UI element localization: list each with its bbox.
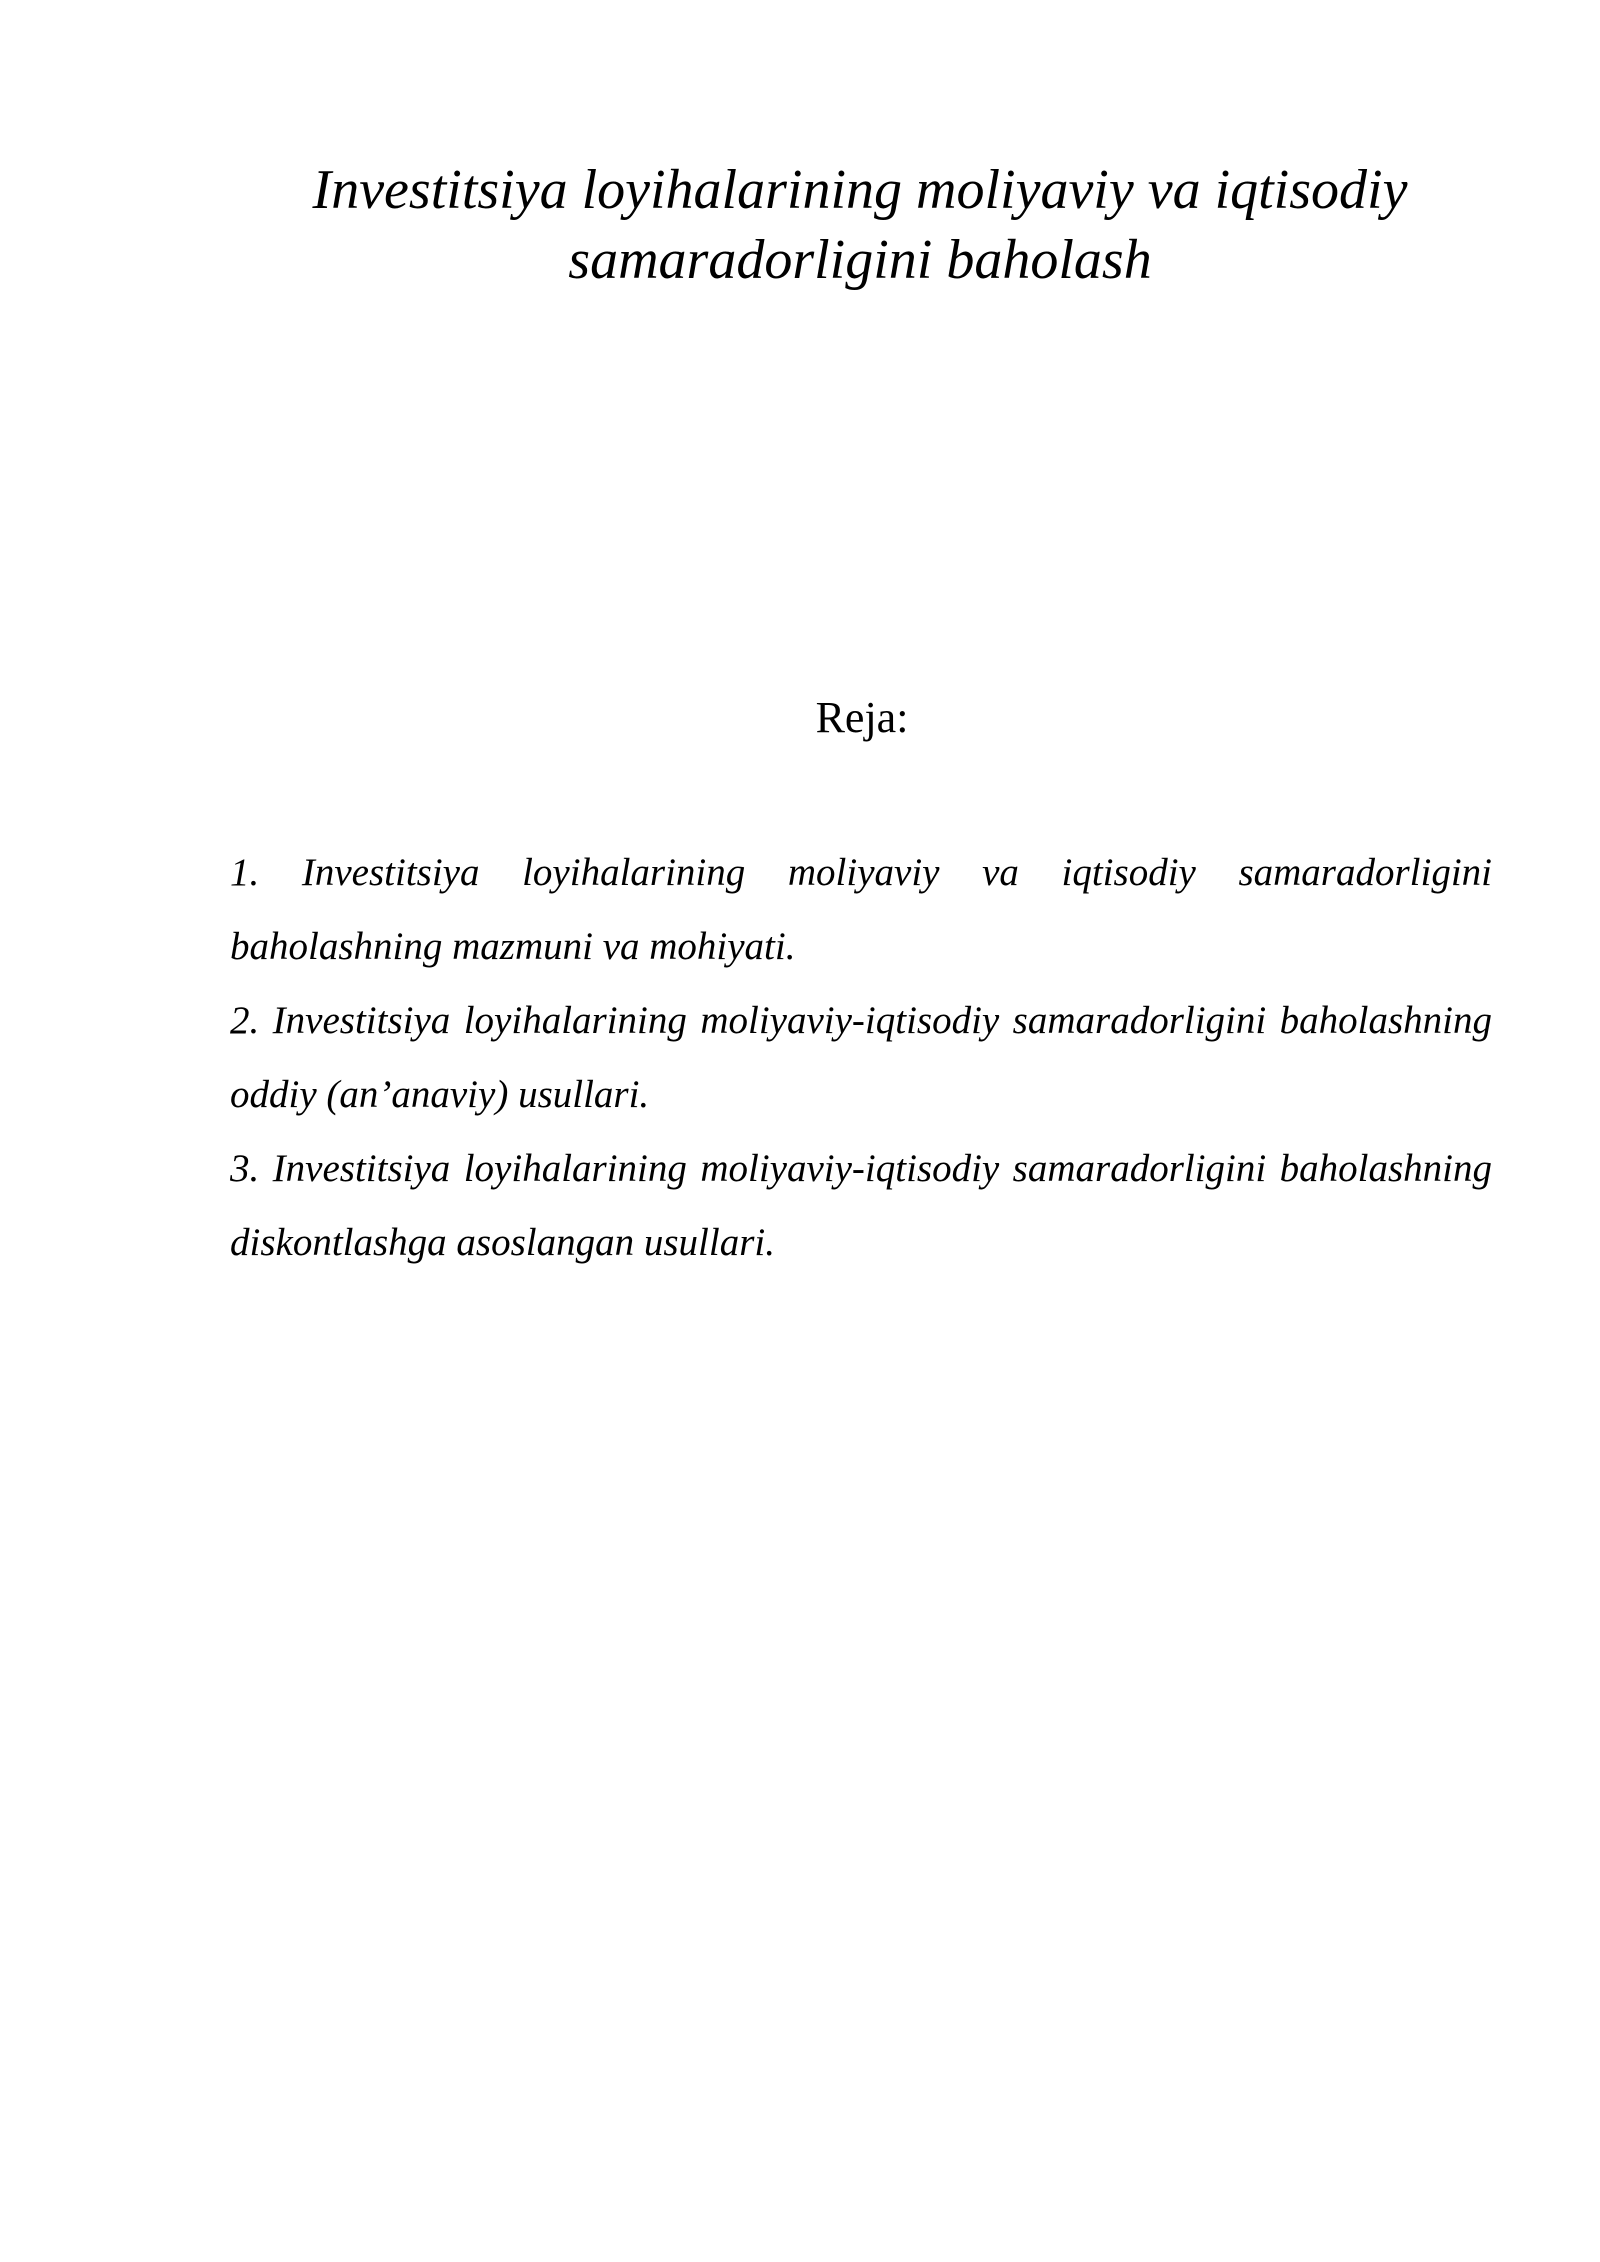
title-line: Investitsiya loyihalarining moliyaviy va iqtisodiy xyxy=(312,159,1408,221)
plan-item: 1. Investitsiya loyihalarining moliyaviy va iqtisodiy samaradorligini baholashning mazmuni va mohiyati. xyxy=(230,851,1492,968)
document-title xyxy=(170,155,1550,295)
plan-item: 2. Investitsiya loyihalarining moliyaviy-iqtisodiy samaradorligini baholashning oddiy (an’anaviy) usullari. xyxy=(230,999,1492,1116)
plan-item: 3. Investitsiya loyihalarining moliyaviy-iqtisodiy samaradorligini baholashning diskontlashga asoslangan usullari. xyxy=(230,1147,1492,1264)
plan-list xyxy=(230,836,1492,1280)
title-line: samaradorligini baholash xyxy=(568,229,1152,291)
plan-heading: Reja: xyxy=(815,693,909,742)
